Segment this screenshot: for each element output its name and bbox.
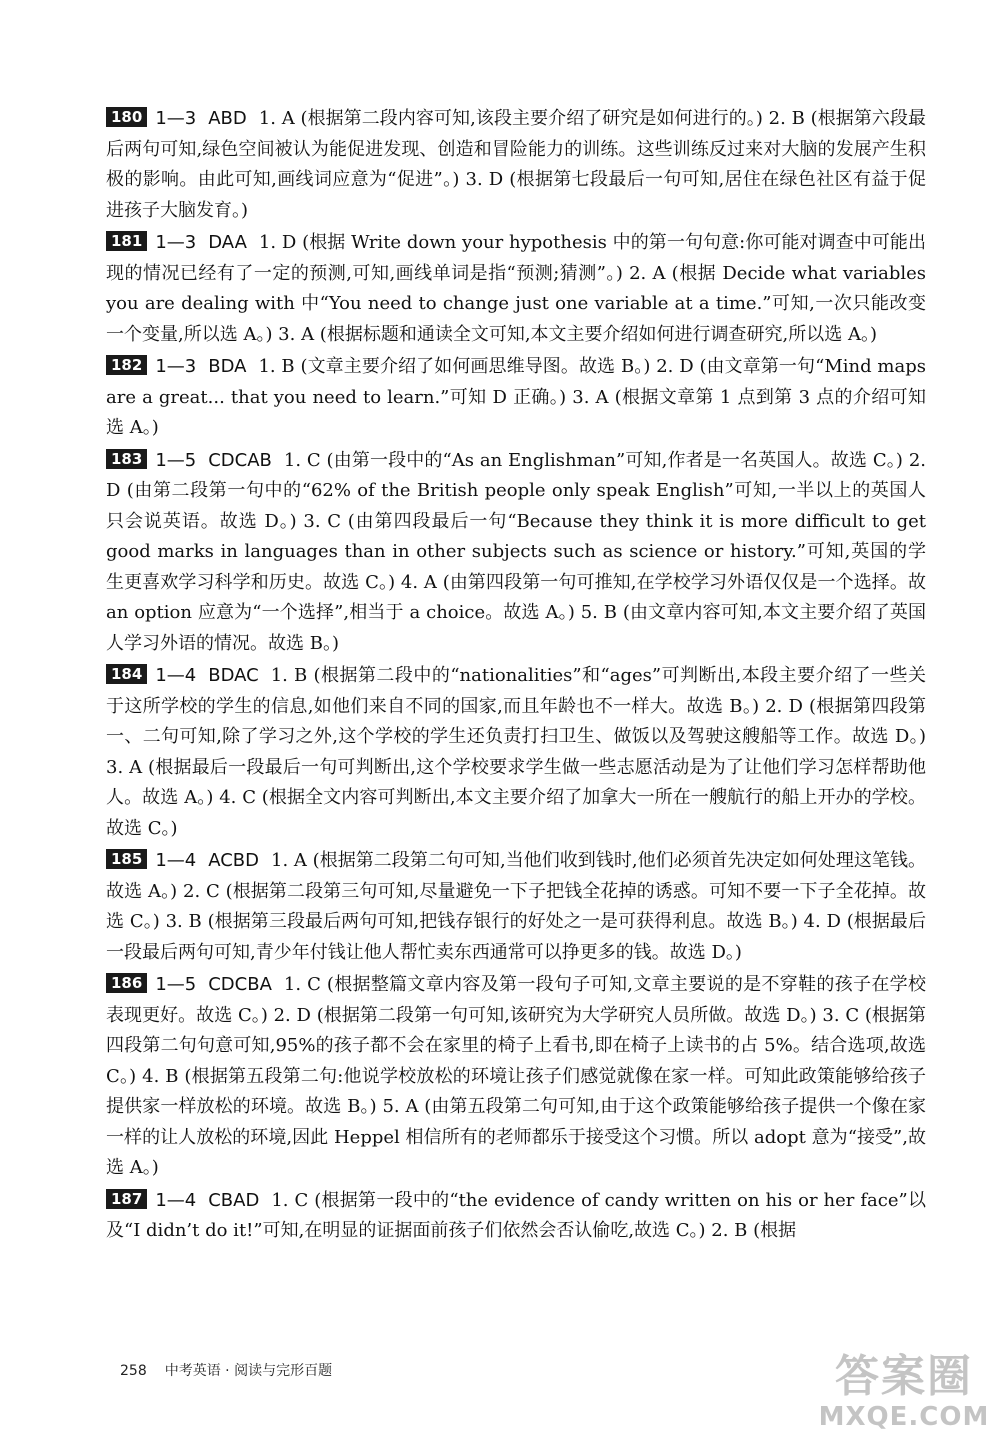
- answer-keys: BDA: [208, 356, 247, 377]
- book-title: 中考英语 · 阅读与完形百题: [164, 1363, 333, 1379]
- question-range: 1—4: [155, 665, 197, 686]
- question-range: 1—3: [155, 356, 197, 377]
- answer-entry-180: [106, 104, 926, 226]
- answer-explanation: 1. A (根据第二段内容可知,该段主要介绍了研究是如何进行的。) 2. B (根据第六段最后两句可知,绿色空间被认为能促进发现、创造和冒险能力的训练。这些训练反过来对大脑的发展产生积极的影响。由此可知,画线词应意为“促进”。) 3. D (根据第七段最后一句可知,居住在绿色社区有益于促进孩子大脑发育。): [106, 108, 926, 221]
- answer-explanation: 1. D (根据 Write down your hypothesis 中的第一句句意:你可能对调查中可能出现的情况已经有了一定的预测,可知,画线单词是指“预测;猜测”。) 2. A (根据 Decide what variables you are dealing with 中“You need to change just one variable at a time.”可知,一次只能改变一个变量,所以选 A。) 3. A (根据标题和通读全文可知,本文主要介绍如何进行调查研究,所以选 A。): [106, 232, 926, 345]
- question-range: 1—4: [155, 1189, 197, 1211]
- question-number-badge: 182: [106, 355, 147, 375]
- question-range: 1—4: [155, 850, 197, 871]
- answer-keys: BDAC: [208, 665, 259, 686]
- answer-keys: DAA: [208, 232, 247, 253]
- answer-entry-187: [106, 1186, 926, 1247]
- watermark-logo: [818, 1352, 990, 1442]
- question-number-badge: 183: [106, 449, 147, 469]
- answer-keys: CDCBA: [208, 974, 272, 995]
- answer-entry-182: [106, 352, 926, 444]
- answer-explanation: 1. C (根据第一段中的“the evidence of candy written on his or her face”以及“I didn’t do it!”可知,在明显的证据面前孩子们依然会否认偷吃,故选 C。) 2. B (根据: [106, 1189, 926, 1241]
- watermark-domain: MXQE.COM: [818, 1402, 990, 1432]
- answer-keys: CDCAB: [208, 449, 272, 471]
- question-number-badge: 180: [106, 107, 147, 127]
- question-number-badge: 181: [106, 231, 147, 251]
- answer-entry-186: [106, 970, 926, 1184]
- page-number: 258: [120, 1363, 147, 1379]
- answer-entry-183: [106, 446, 926, 660]
- answer-entry-181: [106, 228, 926, 350]
- question-number-badge: 186: [106, 973, 147, 993]
- answer-explanation: 1. B (文章主要介绍了如何画思维导图。故选 B。) 2. D (由文章第一句“Mind maps are a great... that you need to learn.”可知 D 正确。) 3. A (根据文章第 1 点到第 3 点的介绍可知选 A。): [106, 356, 926, 438]
- question-range: 1—3: [155, 108, 197, 129]
- question-number-badge: 185: [106, 849, 147, 869]
- page-footer: [120, 1360, 332, 1380]
- answer-keys: ACBD: [208, 850, 259, 871]
- answer-explanation: 1. C (根据整篇文章内容及第一段句子可知,文章主要说的是不穿鞋的孩子在学校表现更好。故选 C。) 2. D (根据第二段第一句可知,该研究为大学研究人员所做。故选 D。) 3. C (根据第四段第二句句意可知,95%的孩子都不会在家里的椅子上看书,即在椅子上读书的占 5%。结合选项,故选 C。) 4. B (根据第五段第二句:他说学校放松的环境让孩子们感觉就像在家一样。可知此政策能够给孩子提供家一样放松的环境。故选 B。) 5. A (由第五段第二句可知,由于这个政策能够给孩子提供一个像在家一样的让人放松的环境,因此 Heppel 相信所有的老师都乐于接受这个习惯。所以 adopt 意为“接受”,故选 A。): [106, 974, 926, 1178]
- answer-keys: ABD: [208, 108, 247, 129]
- answer-explanation: 1. C (由第一段中的“As an Englishman”可知,作者是一名英国人。故选 C。) 2. D (由第二段第一句中的“62% of the British people only speak English”可知,一半以上的英国人只会说英语。故选 D。) 3. C (由第四段最后一句“Because they think it is more difficult to get good marks in languages than in other subjects such as science or history.”可知,英国的学生更喜欢学习科学和历史。故选 C。) 4. A (由第四段第一句可推知,在学校学习外语仅仅是一个选择。故 an option 应意为“一个选择”,相当于 a choice。故选 A。) 5. B (由文章内容可知,本文主要介绍了英国人学习外语的情况。故选 B。): [106, 449, 926, 654]
- answer-list: [106, 104, 926, 1249]
- answer-keys: CBAD: [208, 1189, 260, 1211]
- answer-explanation: 1. A (根据第二段第二句可知,当他们收到钱时,他们必须首先决定如何处理这笔钱。故选 A。) 2. C (根据第二段第三句可知,尽量避免一下子把钱全花掉的诱惑。可知不要一下子全花掉。故选 C。) 3. B (根据第三段最后两句可知,把钱存银行的好处之一是可获得利息。故选 B。) 4. D (根据最后一段最后两句可知,青少年付钱让他人帮忙卖东西通常可以挣更多的钱。故选 D。): [106, 850, 926, 963]
- answer-entry-184: [106, 661, 926, 844]
- question-number-badge: 184: [106, 664, 147, 684]
- answer-explanation: 1. B (根据第二段中的“nationalities”和“ages”可判断出,本段主要介绍了一些关于这所学校的学生的信息,如他们来自不同的国家,而且年龄也不一样大。故选 B。) 2. D (根据第四段第一、二句可知,除了学习之外,这个学校的学生还负责打扫卫生、做饭以及驾驶这艘船等工作。故选 D。) 3. A (根据最后一段最后一句可判断出,这个学校要求学生做一些志愿活动是为了让他们学习怎样帮助他人。故选 A。) 4. C (根据全文内容可判断出,本文主要介绍了加拿大一所在一艘航行的船上开办的学校。故选 C。): [106, 665, 926, 839]
- watermark-text: 答案圈: [835, 1351, 973, 1402]
- question-range: 1—5: [155, 449, 197, 471]
- answer-entry-185: [106, 846, 926, 968]
- question-number-badge: 187: [106, 1189, 147, 1209]
- question-range: 1—5: [155, 974, 197, 995]
- question-range: 1—3: [155, 232, 197, 253]
